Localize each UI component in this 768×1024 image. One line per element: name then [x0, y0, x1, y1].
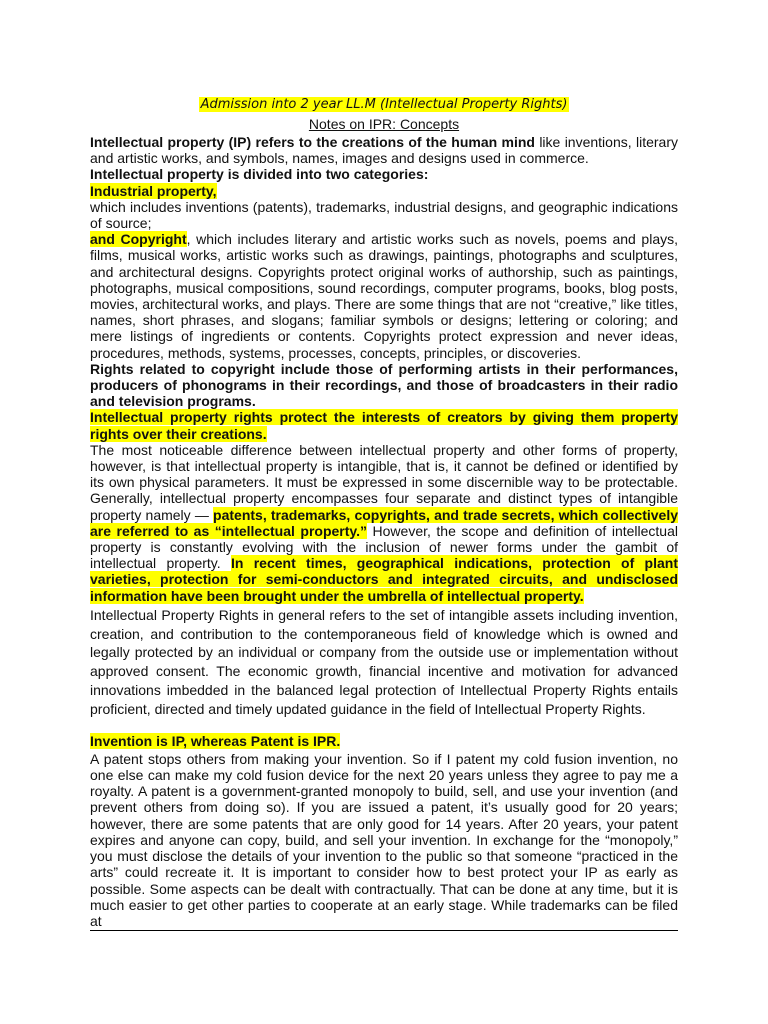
document-title — [90, 95, 678, 115]
paragraph-gap — [90, 719, 678, 733]
ip-definition-bold: Intellectual property (IP) refers to the creations of the human mind — [90, 134, 535, 150]
paragraph-categories: Intellectual property is divided into two categories: — [90, 166, 429, 183]
ipr-protect-line — [90, 409, 678, 441]
difference-highlight-1: patents, trademarks, copyrights, and trade secrets, which collectively are referred to as “intellectual property.” — [90, 506, 678, 539]
difference-text-2: However, the scope and definition of intellectual property is constantly evolving with the inclusion of newer forms under the gambit of intellectual property. — [90, 522, 678, 572]
paragraph-difference — [90, 442, 678, 604]
difference-text-1: The most noticeable difference between intellectual property and other forms of property, however, is that intellectual property is intangible, that is, it cannot be defined or identified by its own physical parameters. It must be expressed in some discernible way to be protectable. Generally, intellectual property encompasses four separate and distinct types of intangible property namely — — [90, 441, 678, 523]
paragraph-industrial-property: which includes inventions (patents), trademarks, industrial designs, and geographic indications of source; — [90, 198, 678, 232]
difference-highlight-2: In recent times, geographical indications, protection of plant varieties, protection for semi-conductors and integrated circuits, and undisclosed information have been brought under the umbrella of intellectual property. — [90, 555, 679, 604]
ip-definition-rest: like inventions, literary and artistic works, and symbols, names, images and designs used in commerce. — [90, 134, 678, 167]
paragraph-ipr-general: Intellectual Property Rights in general refers to the set of intangible assets including invention, creation, and contribution to the contemporaneous field of knowledge which is owned and legally protected by an individual or company from the outside use or implementation without approved consent. The economic growth, financial incentive and motivation for advanced innovations imbedded in the balanced legal protection of Intellectual Property Rights entails proficient, directed and timely updated guidance in the field of Intellectual Property Rights. — [90, 606, 678, 717]
document-subtitle: Notes on IPR: Concepts — [308, 116, 460, 132]
industrial-heading-line — [90, 183, 678, 199]
invention-heading: Invention is IP, whereas Patent is IPR. — [90, 732, 341, 749]
invention-heading-line — [90, 733, 678, 749]
paragraph-copyright — [90, 231, 678, 361]
document-page — [90, 95, 678, 931]
paragraph-related-rights: Rights related to copyright include those of performing artists in their performances, producers of phonograms in their recordings, and those of broadcasters in their radio and television programs. — [90, 360, 678, 410]
paragraph-ip-definition — [90, 134, 678, 166]
paragraph-patent: A patent stops others from making your invention. So if I patent my cold fusion invention, no one else can make my cold fusion device for the next 20 years unless they agree to pay me a royalty. A patent is a government-granted monopoly to build, sell, and use your invention (and prevent others from doing so). If you are issued a patent, it’s usually good for 20 years; however, there are some patents that are only good for 14 years. After 20 years, your patent expires and anyone can copy, build, and sell your invention. In exchange for the “monopoly,” you must disclose the details of your invention to the public so that someone “practiced in the arts” could recreate it. It is important to consider how to best protect your IP as early as possible. Some aspects can be dealt with contractually. That can be done at any time, but it is much easier to get other parties to cooperate at an early stage. While trademarks can be filed at — [90, 751, 678, 931]
copyright-text: , which includes literary and artistic works such as novels, poems and plays, films, musical works, artistic works such as drawings, paintings, photographs and sculptures, and architectural designs. Copyrights protect original works of authorship, such as paintings, photographs, musical compositions, sound recordings, computer programs, books, blog posts, movies, architectural works, and plays. There are some things that are not “creative,” like titles, names, short phrases, and slogans; familiar symbols or designs; lettering or coloring; and mere listings of ingredients or contents. Copyrights protect expression and never ideas, procedures, methods, systems, processes, concepts, principles, or discoveries. — [90, 231, 678, 361]
document-title-text: Admission into 2 year LL.M (Intellectual Property Rights) — [200, 97, 568, 112]
ipr-protect-highlight: Intellectual property rights protect the interests of creators by giving them property rights over their creations. — [90, 409, 678, 442]
industrial-property-heading: Industrial property, — [90, 182, 217, 199]
copyright-heading: and Copyright — [90, 231, 187, 248]
